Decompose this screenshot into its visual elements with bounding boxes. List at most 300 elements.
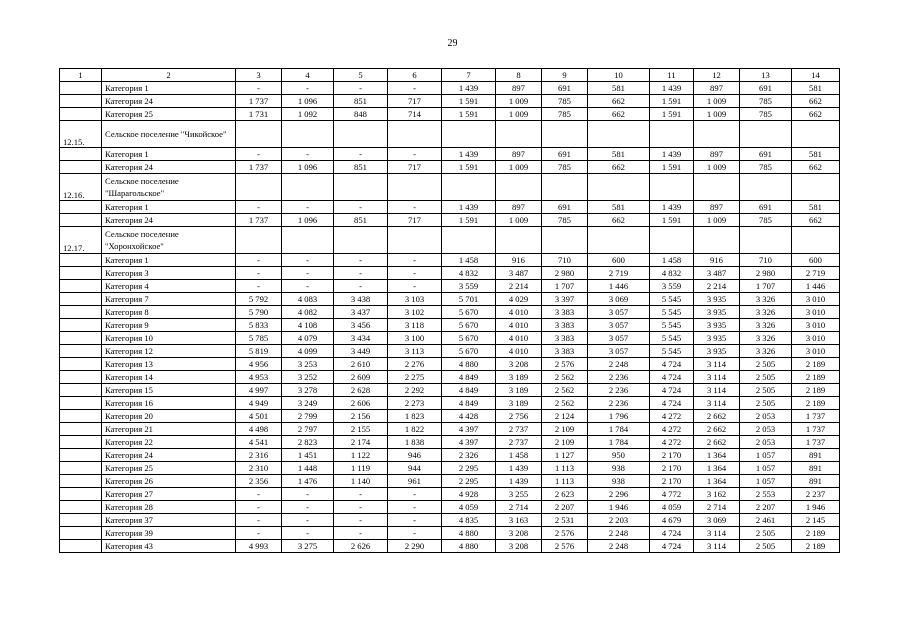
value-cell: 3 249: [282, 397, 334, 410]
value-cell: 4 724: [650, 384, 694, 397]
value-cell: -: [334, 201, 388, 214]
value-cell: 2 662: [694, 423, 740, 436]
value-cell: 848: [334, 108, 388, 121]
value-cell: -: [388, 82, 442, 95]
value-cell: 3 163: [496, 514, 542, 527]
value-cell: 2 461: [740, 514, 792, 527]
value-cell: 1 458: [496, 449, 542, 462]
value-cell: [792, 174, 840, 201]
value-cell: -: [388, 501, 442, 514]
value-cell: 2 155: [334, 423, 388, 436]
header-row: [60, 69, 840, 82]
value-cell: [650, 121, 694, 148]
value-cell: 2 505: [740, 397, 792, 410]
value-cell: -: [282, 267, 334, 280]
row-number: [60, 161, 102, 174]
header-cell: 8: [496, 69, 542, 82]
value-cell: 691: [542, 201, 588, 214]
value-cell: 3 114: [694, 527, 740, 540]
value-cell: 4 029: [496, 293, 542, 306]
value-cell: [236, 121, 282, 148]
category-name: Категория 1: [102, 82, 236, 95]
value-cell: [694, 121, 740, 148]
value-cell: 5 545: [650, 319, 694, 332]
value-cell: -: [236, 254, 282, 267]
value-cell: 4 501: [236, 410, 282, 423]
value-cell: 3 189: [496, 371, 542, 384]
header-cell: 6: [388, 69, 442, 82]
category-name: Категория 37: [102, 514, 236, 527]
value-cell: 2 170: [650, 475, 694, 488]
value-cell: 2 531: [542, 514, 588, 527]
value-cell: 3 559: [650, 280, 694, 293]
value-cell: 1 446: [588, 280, 650, 293]
value-cell: 2 053: [740, 410, 792, 423]
value-cell: -: [282, 201, 334, 214]
value-cell: 3 069: [588, 293, 650, 306]
value-cell: 691: [542, 148, 588, 161]
value-cell: 3 438: [334, 293, 388, 306]
row-number: [60, 332, 102, 345]
value-cell: 2 214: [496, 280, 542, 293]
value-cell: 4 272: [650, 410, 694, 423]
value-cell: 1 823: [388, 410, 442, 423]
value-cell: [496, 121, 542, 148]
value-cell: 2 316: [236, 449, 282, 462]
value-cell: 944: [388, 462, 442, 475]
value-cell: 1 009: [496, 161, 542, 174]
value-cell: 5 545: [650, 306, 694, 319]
category-name: Категория 9: [102, 319, 236, 332]
value-cell: 4 428: [442, 410, 496, 423]
value-cell: 897: [496, 201, 542, 214]
value-cell: -: [388, 527, 442, 540]
value-cell: [740, 174, 792, 201]
value-cell: -: [334, 254, 388, 267]
value-cell: 2 275: [388, 371, 442, 384]
category-name: Категория 25: [102, 462, 236, 475]
category-name: Категория 24: [102, 214, 236, 227]
value-cell: 581: [588, 201, 650, 214]
value-cell: 3 057: [588, 306, 650, 319]
value-cell: 4 949: [236, 397, 282, 410]
value-cell: 1 439: [650, 82, 694, 95]
value-cell: 581: [588, 82, 650, 95]
value-cell: 1 822: [388, 423, 442, 436]
value-cell: 1 591: [650, 161, 694, 174]
value-cell: [694, 174, 740, 201]
value-cell: 1 707: [542, 280, 588, 293]
value-cell: 3 118: [388, 319, 442, 332]
table-row: [60, 371, 840, 384]
value-cell: 4 724: [650, 371, 694, 384]
header-cell: 9: [542, 69, 588, 82]
value-cell: 4 010: [496, 306, 542, 319]
value-cell: 3 114: [694, 371, 740, 384]
value-cell: 785: [542, 108, 588, 121]
value-cell: 2 756: [496, 410, 542, 423]
value-cell: 581: [792, 201, 840, 214]
category-name: Категория 26: [102, 475, 236, 488]
value-cell: [740, 121, 792, 148]
row-number: [60, 397, 102, 410]
value-cell: 4 880: [442, 358, 496, 371]
value-cell: [792, 121, 840, 148]
value-cell: 3 935: [694, 293, 740, 306]
row-number: [60, 540, 102, 553]
value-cell: 4 953: [236, 371, 282, 384]
value-cell: 4 272: [650, 436, 694, 449]
value-cell: 946: [388, 449, 442, 462]
value-cell: [442, 174, 496, 201]
row-number: [60, 293, 102, 306]
value-cell: -: [282, 488, 334, 501]
row-number: [60, 501, 102, 514]
value-cell: 600: [588, 254, 650, 267]
value-cell: 2 236: [588, 397, 650, 410]
value-cell: 1 591: [442, 108, 496, 121]
value-cell: 600: [792, 254, 840, 267]
value-cell: [542, 121, 588, 148]
value-cell: 3 010: [792, 293, 840, 306]
value-cell: 1 364: [694, 462, 740, 475]
value-cell: 785: [740, 161, 792, 174]
value-cell: 2 292: [388, 384, 442, 397]
category-name: Категория 12: [102, 345, 236, 358]
value-cell: [542, 227, 588, 254]
table-row: [60, 475, 840, 488]
value-cell: 2 248: [588, 358, 650, 371]
value-cell: 3 255: [496, 488, 542, 501]
value-cell: 2 562: [542, 371, 588, 384]
value-cell: 1 737: [236, 161, 282, 174]
table-row: [60, 514, 840, 527]
value-cell: -: [236, 488, 282, 501]
table-row: [60, 397, 840, 410]
row-number: [60, 267, 102, 280]
value-cell: 3 253: [282, 358, 334, 371]
row-number: [60, 148, 102, 161]
value-cell: [388, 174, 442, 201]
value-cell: 2 576: [542, 527, 588, 540]
value-cell: 3 397: [542, 293, 588, 306]
value-cell: 2 505: [740, 384, 792, 397]
table-row: [60, 280, 840, 293]
value-cell: 2 662: [694, 410, 740, 423]
value-cell: 897: [496, 82, 542, 95]
value-cell: 897: [694, 148, 740, 161]
row-number: [60, 488, 102, 501]
table-row: [60, 332, 840, 345]
value-cell: 1 009: [496, 95, 542, 108]
value-cell: 691: [740, 82, 792, 95]
value-cell: [740, 227, 792, 254]
value-cell: 2 189: [792, 527, 840, 540]
value-cell: 4 010: [496, 319, 542, 332]
value-cell: 2 236: [588, 384, 650, 397]
table-row: [60, 306, 840, 319]
value-cell: 5 790: [236, 306, 282, 319]
value-cell: 1 096: [282, 214, 334, 227]
value-cell: [442, 121, 496, 148]
row-number: [60, 410, 102, 423]
value-cell: 710: [740, 254, 792, 267]
row-number: [60, 82, 102, 95]
value-cell: -: [282, 280, 334, 293]
value-cell: 1 731: [236, 108, 282, 121]
value-cell: -: [236, 527, 282, 540]
value-cell: 4 108: [282, 319, 334, 332]
value-cell: 1 439: [496, 462, 542, 475]
row-number: [60, 345, 102, 358]
value-cell: 1 737: [792, 410, 840, 423]
value-cell: 1 784: [588, 423, 650, 436]
table-row: [60, 436, 840, 449]
row-number: 12.16.: [60, 174, 102, 201]
value-cell: 717: [388, 161, 442, 174]
value-cell: 717: [388, 95, 442, 108]
value-cell: 1 057: [740, 449, 792, 462]
header-cell: 1: [60, 69, 102, 82]
table-row: [60, 449, 840, 462]
value-cell: 785: [740, 95, 792, 108]
value-cell: 2 714: [694, 501, 740, 514]
category-name: Категория 7: [102, 293, 236, 306]
value-cell: 3 114: [694, 384, 740, 397]
table-row: [60, 254, 840, 267]
value-cell: 4 993: [236, 540, 282, 553]
row-number: [60, 462, 102, 475]
value-cell: 4 724: [650, 358, 694, 371]
row-number: [60, 358, 102, 371]
header-cell: 5: [334, 69, 388, 82]
value-cell: -: [388, 148, 442, 161]
value-cell: [334, 174, 388, 201]
value-cell: 691: [740, 148, 792, 161]
value-cell: 2 170: [650, 462, 694, 475]
value-cell: 4 772: [650, 488, 694, 501]
table-row: [60, 319, 840, 332]
row-number: [60, 95, 102, 108]
value-cell: 1 448: [282, 462, 334, 475]
value-cell: 785: [542, 161, 588, 174]
value-cell: -: [388, 488, 442, 501]
value-cell: 1 591: [650, 108, 694, 121]
value-cell: 2 823: [282, 436, 334, 449]
value-cell: 3 935: [694, 332, 740, 345]
value-cell: 2 276: [388, 358, 442, 371]
value-cell: 5 545: [650, 332, 694, 345]
value-cell: 5 833: [236, 319, 282, 332]
table-row: [60, 148, 840, 161]
value-cell: 851: [334, 161, 388, 174]
value-cell: -: [388, 254, 442, 267]
value-cell: 4 272: [650, 423, 694, 436]
value-cell: 714: [388, 108, 442, 121]
value-cell: 3 326: [740, 345, 792, 358]
value-cell: 3 487: [496, 267, 542, 280]
value-cell: 3 383: [542, 345, 588, 358]
value-cell: 1 458: [442, 254, 496, 267]
value-cell: 2 170: [650, 449, 694, 462]
value-cell: 2 290: [388, 540, 442, 553]
value-cell: 851: [334, 214, 388, 227]
value-cell: 1 057: [740, 475, 792, 488]
value-cell: 2 145: [792, 514, 840, 527]
value-cell: 691: [740, 201, 792, 214]
value-cell: 891: [792, 462, 840, 475]
value-cell: -: [334, 527, 388, 540]
category-name: Категория 24: [102, 449, 236, 462]
section-row: [60, 174, 840, 201]
value-cell: 3 100: [388, 332, 442, 345]
value-cell: [282, 174, 334, 201]
value-cell: 2 124: [542, 410, 588, 423]
row-number: 12.17.: [60, 227, 102, 254]
value-cell: 3 434: [334, 332, 388, 345]
value-cell: 4 397: [442, 423, 496, 436]
value-cell: 2 189: [792, 358, 840, 371]
value-cell: 2 505: [740, 540, 792, 553]
row-number: [60, 527, 102, 540]
value-cell: 1 119: [334, 462, 388, 475]
value-cell: 4 849: [442, 371, 496, 384]
value-cell: 785: [542, 95, 588, 108]
value-cell: 1 439: [496, 475, 542, 488]
value-cell: 1 439: [442, 148, 496, 161]
value-cell: 4 724: [650, 397, 694, 410]
value-cell: 1 737: [236, 214, 282, 227]
value-cell: 3 383: [542, 306, 588, 319]
value-cell: 1 439: [650, 201, 694, 214]
value-cell: [588, 121, 650, 148]
value-cell: -: [236, 514, 282, 527]
table-row: [60, 345, 840, 358]
header-cell: 10: [588, 69, 650, 82]
value-cell: -: [388, 280, 442, 293]
value-cell: 3 057: [588, 332, 650, 345]
value-cell: 691: [542, 82, 588, 95]
value-cell: 1 113: [542, 462, 588, 475]
value-cell: 1 122: [334, 449, 388, 462]
value-cell: 3 162: [694, 488, 740, 501]
value-cell: 916: [694, 254, 740, 267]
value-cell: 3 437: [334, 306, 388, 319]
value-cell: 1 364: [694, 449, 740, 462]
value-cell: 1 591: [650, 214, 694, 227]
value-cell: 897: [694, 82, 740, 95]
value-cell: 3 057: [588, 345, 650, 358]
value-cell: 5 670: [442, 332, 496, 345]
value-cell: [650, 227, 694, 254]
value-cell: 662: [792, 95, 840, 108]
table-row: [60, 214, 840, 227]
value-cell: -: [388, 201, 442, 214]
value-cell: 1 591: [650, 95, 694, 108]
value-cell: 5 670: [442, 345, 496, 358]
value-cell: 1 127: [542, 449, 588, 462]
value-cell: -: [334, 488, 388, 501]
row-number: [60, 384, 102, 397]
value-cell: 897: [496, 148, 542, 161]
row-number: [60, 319, 102, 332]
value-cell: 2 606: [334, 397, 388, 410]
table-row: [60, 95, 840, 108]
value-cell: 3 114: [694, 540, 740, 553]
value-cell: 916: [496, 254, 542, 267]
value-cell: 3 010: [792, 306, 840, 319]
value-cell: [388, 121, 442, 148]
value-cell: 1 439: [650, 148, 694, 161]
value-cell: 4 679: [650, 514, 694, 527]
value-cell: 3 487: [694, 267, 740, 280]
category-name: Категория 21: [102, 423, 236, 436]
value-cell: 5 670: [442, 306, 496, 319]
value-cell: 2 356: [236, 475, 282, 488]
value-cell: 4 835: [442, 514, 496, 527]
value-cell: [496, 174, 542, 201]
value-cell: 1 737: [236, 95, 282, 108]
category-name: Категория 28: [102, 501, 236, 514]
value-cell: 851: [334, 95, 388, 108]
value-cell: 2 719: [792, 267, 840, 280]
value-cell: 1 784: [588, 436, 650, 449]
value-cell: 1 140: [334, 475, 388, 488]
value-cell: 4 010: [496, 345, 542, 358]
value-cell: -: [236, 148, 282, 161]
row-number: [60, 423, 102, 436]
value-cell: 2 553: [740, 488, 792, 501]
value-cell: 2 626: [334, 540, 388, 553]
value-cell: -: [236, 201, 282, 214]
value-cell: 3 326: [740, 306, 792, 319]
value-cell: 3 010: [792, 332, 840, 345]
value-cell: 2 797: [282, 423, 334, 436]
value-cell: 961: [388, 475, 442, 488]
row-number: [60, 475, 102, 488]
value-cell: 2 609: [334, 371, 388, 384]
value-cell: -: [334, 82, 388, 95]
value-cell: 1 737: [792, 423, 840, 436]
table-row: [60, 488, 840, 501]
value-cell: -: [236, 82, 282, 95]
value-cell: 3 449: [334, 345, 388, 358]
value-cell: -: [236, 501, 282, 514]
value-cell: -: [282, 501, 334, 514]
value-cell: 4 082: [282, 306, 334, 319]
value-cell: -: [334, 501, 388, 514]
value-cell: 4 956: [236, 358, 282, 371]
value-cell: 2 189: [792, 397, 840, 410]
value-cell: 2 237: [792, 488, 840, 501]
value-cell: 1 009: [694, 108, 740, 121]
value-cell: 5 785: [236, 332, 282, 345]
value-cell: 2 248: [588, 527, 650, 540]
row-number: [60, 108, 102, 121]
value-cell: -: [388, 267, 442, 280]
value-cell: 3 935: [694, 306, 740, 319]
value-cell: 1 096: [282, 95, 334, 108]
value-cell: 2 737: [496, 436, 542, 449]
value-cell: 3 935: [694, 319, 740, 332]
value-cell: 2 207: [542, 501, 588, 514]
value-cell: 4 397: [442, 436, 496, 449]
value-cell: -: [236, 267, 282, 280]
value-cell: 581: [588, 148, 650, 161]
section-title: Сельское поселение "Чикойское": [102, 121, 236, 148]
value-cell: 2 662: [694, 436, 740, 449]
value-cell: 2 714: [496, 501, 542, 514]
